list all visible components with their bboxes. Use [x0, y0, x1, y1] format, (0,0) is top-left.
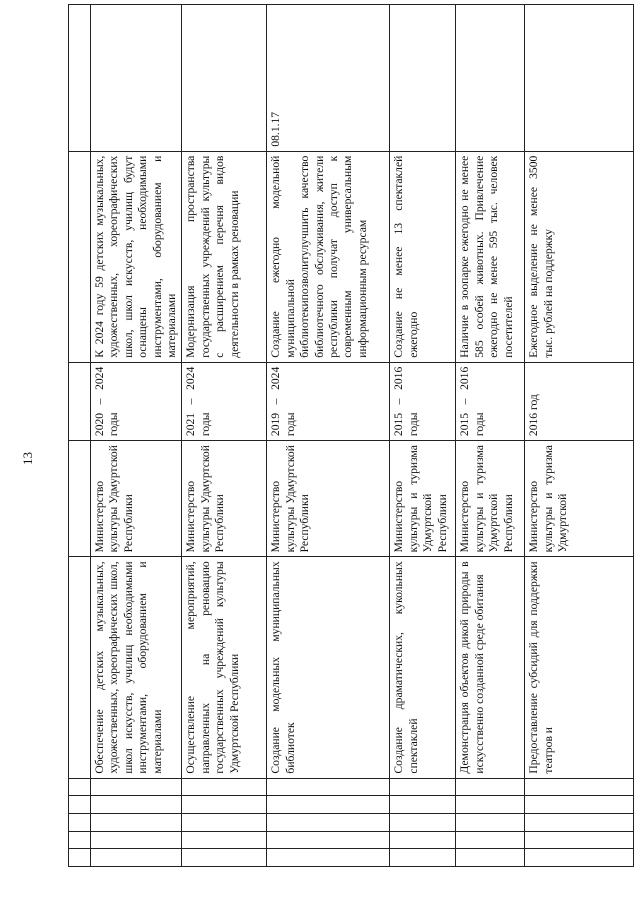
- empty-cell: [182, 796, 267, 814]
- executor-cell: Министерство культуры и туризма Удмуртской: [525, 441, 634, 557]
- table-header-row: [69, 5, 91, 867]
- empty-cell: [91, 813, 182, 831]
- empty-cell: [69, 813, 91, 831]
- activity-cell: Обеспечение детских музыкальных, художественных, хореографических школ, школ искусств, училищ необходимыми инструментами, оборудованием и материалами: [91, 557, 182, 778]
- executor-cell: Министерство культуры Удмуртской Республики: [267, 441, 390, 557]
- executor-cell: Министерство культуры Удмуртской Республики: [91, 441, 182, 557]
- empty-cell: [267, 849, 390, 867]
- empty-cell: [267, 813, 390, 831]
- period-cell: 2016 год: [525, 362, 634, 440]
- result-cell: Создание ежегодно модельной муниципальной библиотекипозволитулучшить качество библиотечного обслуживания, жители республики получат доступ к современным универсальным информационным ресурсам: [267, 151, 390, 362]
- empty-cell: [390, 796, 456, 814]
- result-cell: К 2024 году 59 детских музыкальных, художественных, хореографических школ, школ искусств, училищ будут оснащены необходимыми инструментами, оборудованием и материалами: [91, 151, 182, 362]
- period-cell: 2021 – 2024 годы: [182, 362, 267, 440]
- empty-cell: [525, 778, 634, 796]
- table-row: [267, 5, 390, 867]
- empty-cell: [91, 849, 182, 867]
- empty-cell: [69, 796, 91, 814]
- link-cell: [525, 5, 634, 152]
- activity-cell: Демонстрация объектов дикой природы в искусственно созданной среде обитания: [456, 557, 525, 778]
- empty-cell: [91, 796, 182, 814]
- empty-cell: [456, 813, 525, 831]
- link-cell: 08.1.17: [267, 5, 390, 152]
- result-cell: Создание не менее 13 спектаклей ежегодно: [390, 151, 456, 362]
- link-cell: [456, 5, 525, 152]
- empty-cell: [91, 778, 182, 796]
- empty-cell: [525, 796, 634, 814]
- table-row: [91, 5, 182, 867]
- empty-cell: [390, 849, 456, 867]
- link-cell: [91, 5, 182, 152]
- table-row: [525, 5, 634, 867]
- activity-cell: Создание драматических, кукольных спектаклей: [390, 557, 456, 778]
- result-cell: Модернизация пространства государственных учреждений культуры с расширением перечня видов деятельности в рамках реновации: [182, 151, 267, 362]
- empty-cell: [390, 831, 456, 849]
- period-cell: 2019 – 2024 годы: [267, 362, 390, 440]
- table-row: [456, 5, 525, 867]
- empty-cell: [525, 849, 634, 867]
- result-cell: Ежегодное выделение не менее 3500 тыс. рублей на поддержку: [525, 151, 634, 362]
- table-row: [182, 5, 267, 867]
- period-cell: 2015 – 2016 годы: [390, 362, 456, 440]
- empty-cell: [69, 831, 91, 849]
- page-number: 13: [20, 452, 35, 465]
- link-cell: [390, 5, 456, 152]
- measures-table: [68, 4, 634, 867]
- activity-cell: Осуществление мероприятий, направленных на реновацию государственных учреждений культуры Удмуртской Республики: [182, 557, 267, 778]
- link-cell: [182, 5, 267, 152]
- activity-cell: Создание модельных муниципальных библиотек: [267, 557, 390, 778]
- empty-cell: [390, 813, 456, 831]
- result-cell: Наличие в зоопарке ежегодно не менее 585 особей животных. Привлечение ежегодно не менее 595 тыс. человек посетителей: [456, 151, 525, 362]
- empty-cell: [69, 778, 91, 796]
- empty-cell: [456, 796, 525, 814]
- empty-cell: [456, 778, 525, 796]
- activity-cell: Предоставление субсидий для поддержки театров и: [525, 557, 634, 778]
- empty-cell: [69, 441, 91, 557]
- empty-cell: [182, 778, 267, 796]
- empty-cell: [69, 5, 91, 152]
- empty-cell: [267, 796, 390, 814]
- empty-cell: [69, 557, 91, 778]
- empty-cell: [182, 813, 267, 831]
- empty-cell: [525, 831, 634, 849]
- empty-cell: [525, 813, 634, 831]
- empty-cell: [267, 778, 390, 796]
- empty-cell: [456, 849, 525, 867]
- empty-cell: [182, 849, 267, 867]
- executor-cell: Министерство культуры и туризма Удмуртской Республики: [390, 441, 456, 557]
- empty-cell: [456, 831, 525, 849]
- executor-cell: Министерство культуры и туризма Удмуртской Республики: [456, 441, 525, 557]
- executor-cell: Министерство культуры Удмуртской Республики: [182, 441, 267, 557]
- empty-cell: [267, 831, 390, 849]
- empty-cell: [69, 849, 91, 867]
- table-row: [390, 5, 456, 867]
- empty-cell: [390, 778, 456, 796]
- period-cell: 2020 – 2024 годы: [91, 362, 182, 440]
- empty-cell: [182, 831, 267, 849]
- empty-cell: [91, 831, 182, 849]
- period-cell: 2015 – 2016 годы: [456, 362, 525, 440]
- empty-cell: [69, 151, 91, 362]
- empty-cell: [69, 362, 91, 440]
